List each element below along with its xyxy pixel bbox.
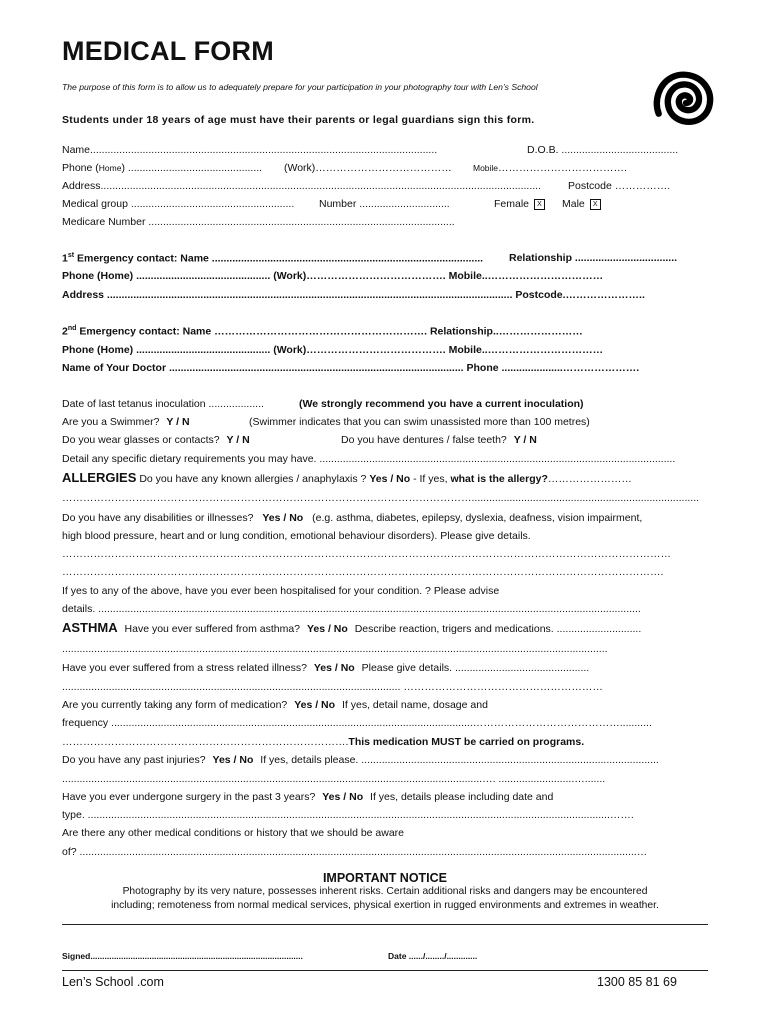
injuries-question: Do you have any past injuries?: [62, 754, 206, 766]
medication-must-note: This medication MUST be carried on programs.: [348, 736, 585, 748]
phone-row[interactable]: [62, 162, 262, 174]
surgery-type-field[interactable]: type. ...................................................................................................................................................................................…….: [62, 809, 634, 821]
swimmer-question-text: Are you a Swimmer?: [62, 416, 160, 428]
home-phone-field[interactable]: ) ..............................................: [121, 162, 263, 174]
stress-field-line2[interactable]: .................................................................................................................... …………………………………………………: [62, 681, 603, 693]
allergies-what: what is the allergy?: [450, 473, 548, 485]
under18-notice: Students under 18 years of age must have their parents or legal guardians sign this form.: [62, 114, 535, 126]
medical-group-field[interactable]: Medical group ........................................................: [62, 198, 295, 210]
asthma-field-line2[interactable]: ...........................................................................................................................................................................................: [62, 643, 608, 655]
emergency2-name-field[interactable]: [62, 325, 583, 338]
medication-field[interactable]: ……………………………………………………………………….: [62, 736, 349, 748]
ordinal: 2: [62, 325, 68, 338]
tetanus-field[interactable]: Date of last tetanus inoculation ...................: [62, 398, 264, 410]
divider: [62, 924, 708, 925]
spiral-logo-icon: [647, 64, 725, 142]
medication-row: [62, 699, 488, 711]
purpose-text: The purpose of this form is to allow us to adequately prepare for your participation in your photography tour with Len’s School: [62, 82, 538, 92]
female-option[interactable]: [494, 198, 545, 210]
allergies-question: Do you have any known allergies / anaphylaxis ?: [139, 473, 367, 485]
emergency1-name-field[interactable]: [62, 252, 483, 265]
mobile-field[interactable]: ……………………………….: [498, 162, 627, 174]
disabilities-field-2[interactable]: ……………………………………………………………………………………………………………………………………………………….: [62, 566, 664, 578]
footer-website: Len’s School .com: [62, 975, 164, 989]
phone-label: Phone (: [62, 162, 99, 174]
glasses-question-text: Do you wear glasses or contacts?: [62, 434, 220, 446]
stress-field[interactable]: Please give details. ..............................................: [361, 662, 590, 674]
postcode-field[interactable]: Postcode …………….: [568, 180, 671, 192]
male-label: Male: [562, 198, 585, 210]
emergency1-relationship-field[interactable]: Relationship ...................................: [509, 252, 678, 264]
other-conditions-field[interactable]: of? ...............................................................................................................................................................................................…: [62, 846, 648, 858]
disabilities-yes-no[interactable]: Yes / No: [262, 512, 304, 524]
stress-question: Have you ever suffered from a stress related illness?: [62, 662, 307, 674]
emergency1-name-label: Emergency contact: Name .............................................................................................: [74, 252, 484, 265]
swimmer-question: [62, 416, 190, 428]
medication-yes-no[interactable]: Yes / No: [294, 699, 336, 711]
medication-if: If yes, detail name, dosage and: [341, 699, 488, 711]
stress-yes-no[interactable]: Yes / No: [313, 662, 355, 674]
notice-line-2: including; remoteness from normal medical services, physical exertion in rugged environments and extremes in weather.: [111, 900, 659, 911]
dentures-question-text: Do you have dentures / false teeth?: [341, 434, 507, 446]
tetanus-note: (We strongly recommend you have a current inoculation): [299, 398, 584, 410]
disabilities-field-1[interactable]: …………………………………………………………………………………………………………………………………………………………: [62, 548, 671, 560]
disabilities-question: Do you have any disabilities or illnesses?: [62, 512, 254, 524]
footer-phone: 1300 85 81 69: [597, 975, 677, 989]
name-field[interactable]: Name.......................................................................................................................: [62, 144, 438, 156]
disabilities-line2: high blood pressure, heart and or lung condition, emotional behaviour disorders). Please give details.: [62, 530, 531, 542]
ordinal-suffix: st: [67, 252, 75, 259]
female-checkbox[interactable]: X: [534, 199, 545, 210]
glasses-yn[interactable]: Y / N: [226, 434, 250, 446]
allergies-if: - If yes,: [413, 473, 448, 485]
signed-field[interactable]: Signed..........................................................................................: [62, 951, 303, 961]
dob-field[interactable]: D.O.B. ........................................: [527, 144, 679, 156]
male-option[interactable]: [562, 198, 601, 210]
asthma-question: Have you ever suffered from asthma?: [124, 623, 301, 635]
allergies-heading: ALLERGIES: [62, 470, 137, 485]
surgery-if: If yes, details please including date and: [370, 791, 554, 803]
allergies-row[interactable]: [62, 470, 632, 485]
disabilities-row: [62, 512, 642, 524]
injuries-field-line2[interactable]: ................................................................................................................................................…. ..........................….......: [62, 773, 606, 785]
hospitalised-question: If yes to any of the above, have you ever been hospitalised for your condition. ? Please advise: [62, 585, 500, 597]
address-field[interactable]: Address.......................................................................................................................................................: [62, 180, 542, 192]
frequency-field[interactable]: frequency ............................................................................................................................……………………………………...........: [62, 717, 652, 729]
notice-title: IMPORTANT NOTICE: [322, 871, 448, 885]
asthma-heading: ASTHMA: [62, 620, 118, 635]
date-field[interactable]: Date ....../......../.............: [388, 951, 478, 961]
other-conditions-question: Are there any other medical conditions or history that we should be aware: [62, 827, 405, 839]
page-title: MEDICAL FORM: [62, 36, 274, 66]
surgery-row: [62, 791, 553, 803]
work-phone-field[interactable]: (Work)…………………………………: [284, 162, 452, 174]
ordinal: 1: [62, 252, 68, 265]
swimmer-yn[interactable]: Y / N: [166, 416, 190, 428]
notice-line-1: Photography by its very nature, possesses inherent risks. Certain additional risks and dangers may be encountered: [122, 886, 648, 897]
allergies-yes-no[interactable]: Yes / No: [369, 473, 411, 485]
ordinal-suffix: nd: [67, 325, 77, 332]
injuries-yes-no[interactable]: Yes / No: [212, 754, 254, 766]
male-checkbox[interactable]: X: [590, 199, 601, 210]
stress-row: [62, 662, 589, 674]
emergency1-phone-field[interactable]: Phone (Home) .............................................. (Work)…………………………………. Mobile..……………………………: [62, 270, 604, 282]
asthma-row: [62, 620, 641, 635]
number-field[interactable]: Number ...............................: [319, 198, 450, 210]
disabilities-examples: (e.g. asthma, diabetes, epilepsy, dyslexia, deafness, vision impairment,: [312, 512, 643, 524]
medication-must-row: [62, 736, 584, 748]
dentures-yn[interactable]: Y / N: [513, 434, 537, 446]
glasses-question: [62, 434, 250, 446]
medication-question: Are you currently taking any form of medication?: [62, 699, 288, 711]
allergies-field-line2[interactable]: ………………………………………………………………………………………………………..............................................................................: [62, 492, 700, 504]
surgery-yes-no[interactable]: Yes / No: [322, 791, 364, 803]
injuries-field[interactable]: If yes, details please. ......................................................................................................: [260, 754, 659, 766]
allergies-field[interactable]: ……………………: [547, 473, 632, 485]
footer-divider: [62, 970, 708, 971]
emergency2-name-label: Emergency contact: Name ……………………………………………………. Relationship..……………………: [76, 325, 583, 338]
swimmer-note: (Swimmer indicates that you can swim unassisted more than 100 metres): [249, 416, 590, 428]
mobile-row[interactable]: [473, 162, 627, 174]
dietary-field[interactable]: Detail any specific dietary requirements you may have. ..........................................................................................................................: [62, 453, 676, 465]
dentures-question: [341, 434, 537, 446]
injuries-row: [62, 754, 659, 766]
hospitalised-field[interactable]: details. ..........................................................................................................................................................................................: [62, 603, 641, 615]
emergency1-address-field[interactable]: Address ........................................................................................................................................... Postcode.…………………..: [62, 289, 645, 301]
emergency2-phone-field[interactable]: Phone (Home) .............................................. (Work)…………………………………. Mobile..……………………………: [62, 344, 604, 356]
asthma-field[interactable]: Describe reaction, trigers and medications. .............................: [354, 623, 642, 635]
medicare-field[interactable]: Medicare Number .........................................................................................................: [62, 216, 455, 228]
female-label: Female: [494, 198, 530, 210]
surgery-question: Have you ever undergone surgery in the past 3 years?: [62, 791, 316, 803]
home-label: Home: [98, 163, 122, 173]
doctor-field[interactable]: Name of Your Doctor ..................................................................................................... Phone .....................………………….: [62, 362, 640, 374]
mobile-label: Mobile: [473, 163, 499, 173]
asthma-yes-no[interactable]: Yes / No: [306, 623, 348, 635]
